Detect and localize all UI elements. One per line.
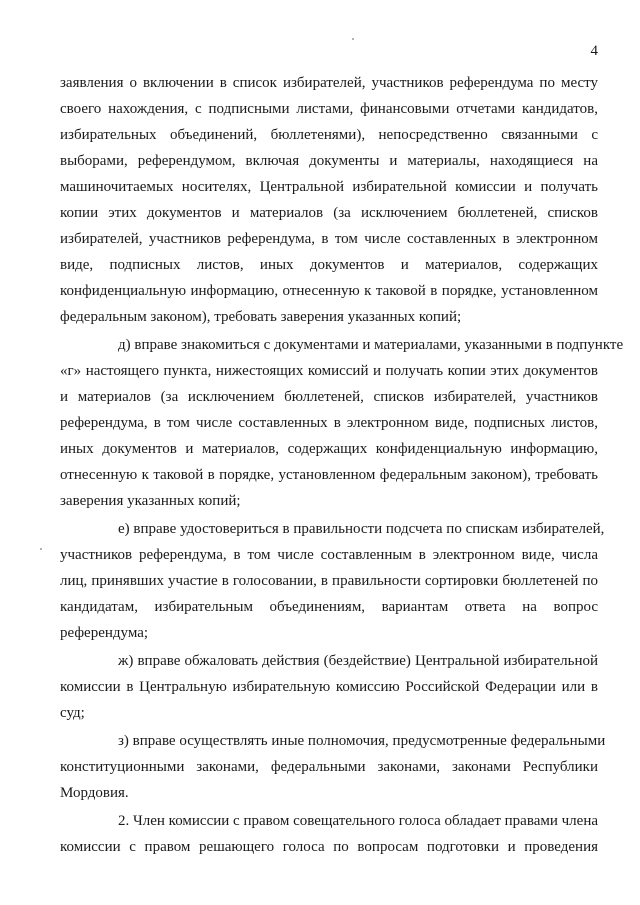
- text-line: избирательных объединений, бюллетенями), непосредственно связанными с: [60, 127, 598, 143]
- paragraph-continuation: [60, 70, 598, 330]
- scan-speck: [352, 38, 354, 40]
- text-line: конфиденциальную информацию, отнесенную к таковой в порядке, установленном: [60, 283, 598, 299]
- text-line: лиц, принявших участие в голосовании, в правильности сортировки бюллетеней по: [60, 573, 598, 589]
- text-line: д) вправе знакомиться с документами и материалами, указанными в подпункте: [118, 337, 624, 353]
- text-line: заверения указанных копий;: [60, 493, 241, 509]
- text-line: референдума, в том числе составленных в электронном виде, подписных листов,: [60, 415, 598, 431]
- text-line: копии этих документов и материалов (за исключением бюллетеней, списков: [60, 205, 598, 221]
- scan-speck: [40, 548, 42, 550]
- text-line: Мордовия.: [60, 785, 129, 801]
- text-line: своего нахождения, с подписными листами, финансовыми отчетами кандидатов,: [60, 101, 598, 117]
- text-line: «г» настоящего пункта, нижестоящих комиссий и получать копии этих документов: [60, 363, 598, 379]
- text-line: з) вправе осуществлять иные полномочия, предусмотренные федеральными: [118, 733, 606, 749]
- text-line: ж) вправе обжаловать действия (бездействие) Центральной избирательной: [118, 653, 598, 669]
- text-line: федеральным законом), требовать заверения указанных копий;: [60, 309, 462, 325]
- paragraph-section-2: [60, 808, 598, 860]
- paragraph-item-e: [60, 516, 605, 646]
- paragraph-item-zh: [60, 648, 598, 726]
- text-line: кандидатам, избирательным объединениям, вариантам ответа на вопрос: [60, 599, 598, 615]
- text-line: отнесенную к таковой в порядке, установленном федеральным законом), требовать: [60, 467, 598, 483]
- text-line: е) вправе удостовериться в правильности подсчета по спискам избирателей,: [118, 521, 605, 537]
- text-line: машиночитаемых носителях, Центральной избирательной комиссии и получать: [60, 179, 598, 195]
- text-line: избирателей, участников референдума, в том числе составленных в электронном: [60, 231, 598, 247]
- text-line: комиссии в Центральную избирательную комиссию Российской Федерации или в: [60, 679, 598, 695]
- text-line: суд;: [60, 705, 85, 721]
- text-line: заявления о включении в список избирателей, участников референдума по месту: [60, 75, 598, 91]
- text-line: виде, подписных листов, иных документов и материалов, содержащих: [60, 257, 598, 273]
- text-line: участников референдума, в том числе составленным в электронном виде, числа: [60, 547, 598, 563]
- text-line: комиссии с правом решающего голоса по вопросам подготовки и проведения: [60, 839, 598, 855]
- paragraph-item-d: [60, 332, 624, 514]
- text-line: выборами, референдумом, включая документы и материалы, находящиеся на: [60, 153, 598, 169]
- document-body: [60, 70, 624, 862]
- text-line: 2. Член комиссии с правом совещательного голоса обладает правами члена: [118, 813, 599, 829]
- text-line: конституционными законами, федеральными законами, законами Республики: [60, 759, 598, 775]
- text-line: референдума;: [60, 625, 149, 641]
- page-number: 4: [590, 43, 598, 59]
- text-line: и материалов (за исключением бюллетеней, списков избирателей, участников: [60, 389, 598, 405]
- paragraph-item-z: [60, 728, 606, 806]
- text-line: иных документов и материалов, содержащих конфиденциальную информацию,: [60, 441, 598, 457]
